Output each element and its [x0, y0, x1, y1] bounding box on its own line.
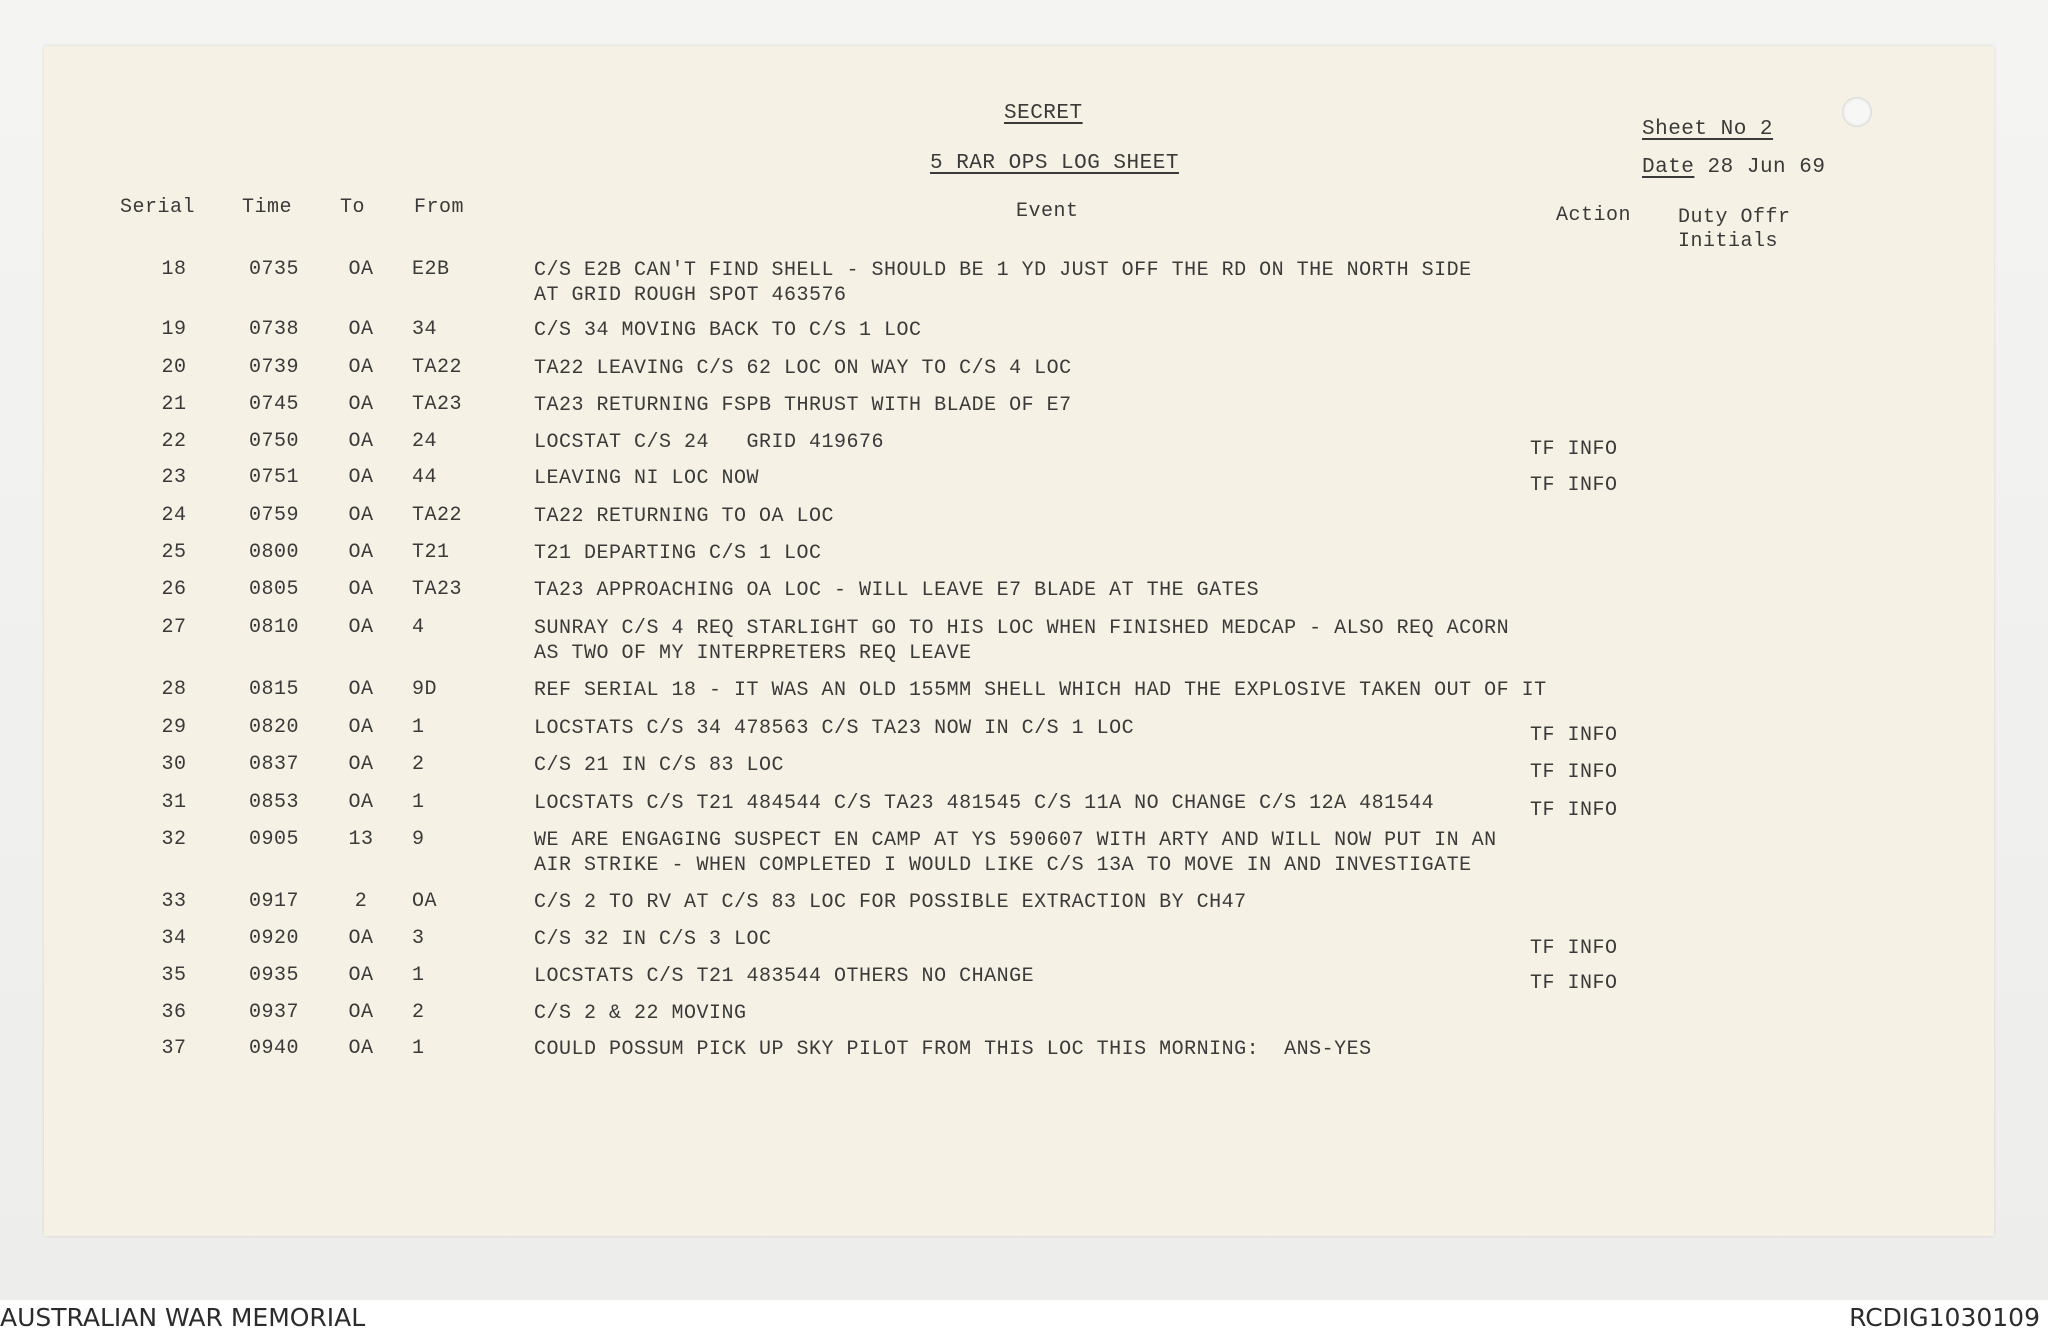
entry-serial: 30: [161, 753, 187, 776]
entry-from: 3: [412, 927, 425, 950]
entry-event: COULD POSSUM PICK UP SKY PILOT FROM THIS LOC THIS MORNING: ANS-YES: [534, 1038, 1372, 1061]
entry-time: 0917: [248, 890, 299, 913]
entry-serial: 28: [161, 678, 187, 701]
entry-serial: 27: [161, 616, 187, 639]
entry-from: TA23: [412, 393, 463, 416]
entry-to: OA: [348, 964, 374, 987]
entry-event: SUNRAY C/S 4 REQ STARLIGHT GO TO HIS LOC WHEN FINISHED MEDCAP - ALSO REQ ACORN AS TWO OF MY INTERPRETERS REQ LEAVE: [534, 617, 1510, 665]
entry-from: 9: [412, 828, 425, 851]
entry-serial: 29: [161, 716, 187, 739]
entry-from: 24: [412, 430, 438, 453]
entry-serial: 23: [161, 466, 187, 489]
col-header-duty-offr: Duty Offr: [1678, 206, 1791, 229]
entry-time: 0920: [248, 927, 299, 950]
entry-to: 2: [354, 890, 368, 913]
entry-time: 0940: [248, 1037, 299, 1060]
entry-time: 0800: [248, 541, 299, 564]
col-header-from: From: [414, 196, 465, 219]
entry-serial: 19: [161, 318, 187, 341]
entry-from: 1: [412, 716, 425, 739]
entry-time: 0745: [248, 393, 299, 416]
entry-to: OA: [348, 678, 374, 701]
entry-to: OA: [348, 356, 374, 379]
entry-to: OA: [348, 753, 374, 776]
entry-serial: 18: [161, 258, 187, 281]
entry-to: OA: [348, 504, 374, 527]
entry-from: OA: [412, 890, 438, 913]
entry-to: OA: [348, 578, 374, 601]
entry-from: 1: [412, 791, 425, 814]
col-header-action: Action: [1556, 204, 1632, 227]
entry-event: TA23 RETURNING FSPB THRUST WITH BLADE OF E7: [534, 394, 1072, 417]
entry-time: 0935: [248, 964, 299, 987]
entry-event: TA22 RETURNING TO OA LOC: [534, 505, 835, 528]
entry-event: TA23 APPROACHING OA LOC - WILL LEAVE E7 BLADE AT THE GATES: [534, 579, 1260, 602]
entry-from: 2: [412, 753, 425, 776]
document-title: 5 RAR OPS LOG SHEET: [930, 152, 1179, 175]
entry-event: LOCSTATS C/S 34 478563 C/S TA23 NOW IN C/S 1 LOC: [534, 717, 1135, 740]
entry-event: C/S 2 & 22 MOVING: [534, 1002, 747, 1025]
entry-to: OA: [348, 927, 374, 950]
entry-action: TF INFO: [1530, 438, 1618, 461]
entry-to: OA: [348, 318, 374, 341]
entry-event: C/S E2B CAN'T FIND SHELL - SHOULD BE 1 YD JUST OFF THE RD ON THE NORTH SIDE AT GRID ROUGH SPOT 463576: [534, 259, 1472, 307]
log-sheet-paper: [44, 46, 1994, 1236]
entry-time: 0751: [248, 466, 299, 489]
entry-serial: 22: [161, 430, 187, 453]
entry-serial: 31: [161, 791, 187, 814]
entry-serial: 26: [161, 578, 187, 601]
entry-from: 1: [412, 964, 425, 987]
entry-time: 0905: [248, 828, 299, 851]
entry-serial: 35: [161, 964, 187, 987]
entry-time: 0750: [248, 430, 299, 453]
entry-to: OA: [348, 430, 374, 453]
entry-action: TF INFO: [1530, 724, 1618, 747]
entry-to: OA: [348, 791, 374, 814]
entry-event: LOCSTAT C/S 24 GRID 419676: [534, 431, 885, 454]
entry-to: OA: [348, 541, 374, 564]
entry-from: TA22: [412, 504, 463, 527]
entry-action: TF INFO: [1530, 937, 1618, 960]
entry-time: 0820: [248, 716, 299, 739]
entry-from: TA22: [412, 356, 463, 379]
entry-event: LOCSTATS C/S T21 483544 OTHERS NO CHANGE: [534, 965, 1035, 988]
entry-time: 0759: [248, 504, 299, 527]
entry-action: TF INFO: [1530, 799, 1618, 822]
entry-serial: 25: [161, 541, 187, 564]
punch-hole: [1842, 97, 1872, 127]
entry-to: OA: [348, 1001, 374, 1024]
entry-time: 0837: [248, 753, 299, 776]
entry-event: C/S 34 MOVING BACK TO C/S 1 LOC: [534, 319, 922, 342]
col-header-time: Time: [242, 196, 293, 219]
entry-event: C/S 2 TO RV AT C/S 83 LOC FOR POSSIBLE EXTRACTION BY CH47: [534, 891, 1247, 914]
entry-from: 1: [412, 1037, 425, 1060]
entry-to: OA: [348, 258, 374, 281]
entry-time: 0815: [248, 678, 299, 701]
entry-from: 2: [412, 1001, 425, 1024]
entry-serial: 37: [161, 1037, 187, 1060]
entry-event: C/S 32 IN C/S 3 LOC: [534, 928, 772, 951]
entry-event: TA22 LEAVING C/S 62 LOC ON WAY TO C/S 4 LOC: [534, 357, 1072, 380]
col-header-initials: Initials: [1678, 230, 1779, 253]
entry-from: 34: [412, 318, 438, 341]
date-label: Date: [1642, 156, 1695, 179]
entry-from: E2B: [412, 258, 450, 281]
entry-time: 0739: [248, 356, 299, 379]
entry-event: LOCSTATS C/S T21 484544 C/S TA23 481545 C/S 11A NO CHANGE C/S 12A 481544: [534, 792, 1435, 815]
entry-to: OA: [348, 716, 374, 739]
entry-serial: 33: [161, 890, 187, 913]
entry-serial: 32: [161, 828, 187, 851]
entry-event: LEAVING NI LOC NOW: [534, 467, 760, 490]
entry-from: TA23: [412, 578, 463, 601]
entry-serial: 24: [161, 504, 187, 527]
date-value: 28 Jun 69: [1707, 156, 1826, 179]
entry-action: TF INFO: [1530, 972, 1618, 995]
entry-to: OA: [348, 393, 374, 416]
entry-from: T21: [412, 541, 450, 564]
entry-time: 0937: [248, 1001, 299, 1024]
entry-to: OA: [348, 1037, 374, 1060]
footer-record-id: RCDIG1030109: [1849, 1303, 2040, 1332]
entry-serial: 36: [161, 1001, 187, 1024]
entry-event: C/S 21 IN C/S 83 LOC: [534, 754, 785, 777]
entry-to: 13: [348, 828, 374, 851]
entry-event: T21 DEPARTING C/S 1 LOC: [534, 542, 822, 565]
entry-from: 44: [412, 466, 438, 489]
entry-to: OA: [348, 616, 374, 639]
entry-from: 9D: [412, 678, 438, 701]
entry-time: 0735: [248, 258, 299, 281]
entry-event: WE ARE ENGAGING SUSPECT EN CAMP AT YS 590607 WITH ARTY AND WILL NOW PUT IN AN AIR STRIKE - WHEN COMPLETED I WOULD LIKE C/S 13A TO MOVE IN AND INVESTIGATE: [534, 829, 1497, 877]
entry-time: 0738: [248, 318, 299, 341]
col-header-serial: Serial: [120, 196, 196, 219]
entry-time: 0810: [248, 616, 299, 639]
entry-action: TF INFO: [1530, 761, 1618, 784]
entry-from: 4: [412, 616, 425, 639]
col-header-event: Event: [1016, 200, 1079, 223]
sheet-number: Sheet No 2: [1642, 118, 1774, 141]
entry-time: 0805: [248, 578, 299, 601]
entry-serial: 20: [161, 356, 187, 379]
entry-serial: 34: [161, 927, 187, 950]
entry-time: 0853: [248, 791, 299, 814]
entry-event: REF SERIAL 18 - IT WAS AN OLD 155MM SHELL WHICH HAD THE EXPLOSIVE TAKEN OUT OF IT: [534, 679, 1547, 702]
entry-to: OA: [348, 466, 374, 489]
entry-action: TF INFO: [1530, 474, 1618, 497]
classification-marking: SECRET: [1004, 102, 1083, 125]
entry-serial: 21: [161, 393, 187, 416]
col-header-to: To: [340, 196, 366, 219]
date-line: [1642, 156, 1825, 179]
footer-archive-name: AUSTRALIAN WAR MEMORIAL: [0, 1303, 366, 1332]
